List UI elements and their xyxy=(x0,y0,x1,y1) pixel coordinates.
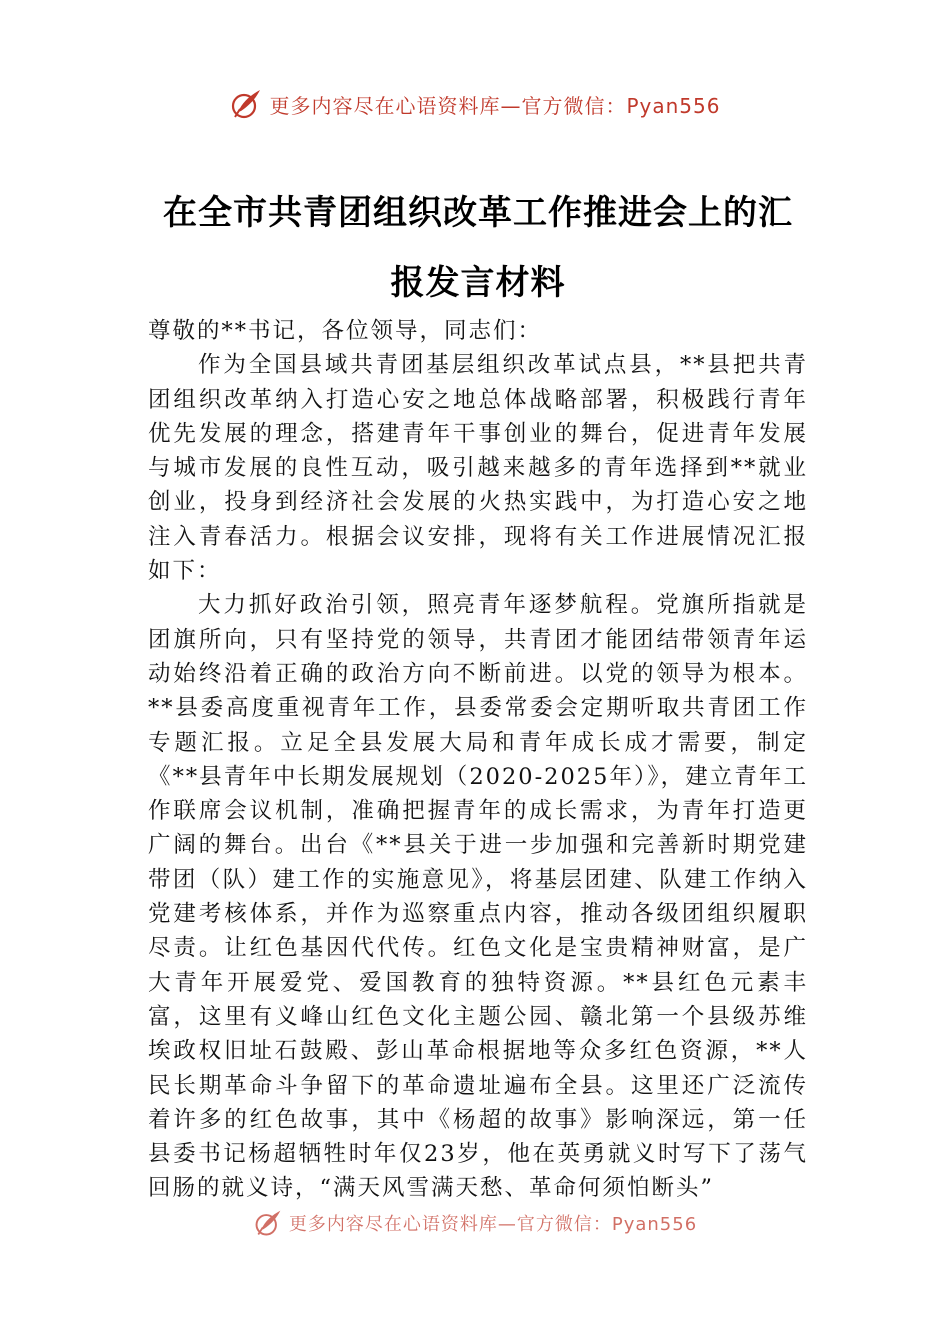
footer-watermark xyxy=(0,1206,950,1240)
document-title xyxy=(148,178,808,318)
quill-logo-icon xyxy=(229,87,263,121)
title-line-1: 在全市共青团组织改革工作推进会上的汇 xyxy=(163,193,793,233)
paragraph-intro: 作为全国县域共青团基层组织改革试点县，**县把共青团组织改革纳入打造心安之地总体战略部署，积极践行青年优先发展的理念，搭建青年干事创业的舞台，促进青年发展与城市发展的良性互动，吸引越来越多的青年选择到**就业创业，投身到经济社会发展的火热实践中，为打造心安之地注入青春活力。根据会议安排，现将有关工作进展情况汇报如下： xyxy=(148,352,808,585)
quill-logo-icon xyxy=(253,1208,283,1238)
header-watermark xyxy=(0,84,950,124)
salutation: 尊敬的**书记，各位领导，同志们： xyxy=(148,318,543,344)
title-line-2: 报发言材料 xyxy=(390,263,566,303)
header-watermark-text: 更多内容尽在心语资料库—官方微信：Pyan556 xyxy=(269,93,721,118)
document-body xyxy=(148,314,808,1206)
paragraph-political-guidance: 大力抓好政治引领，照亮青年逐梦航程。党旗所指就是团旗所向，只有坚持党的领导，共青团才能团结带领青年运动始终沿着正确的政治方向不断前进。以党的领导为根本。**县委高度重视青年工作，县委常委会定期听取共青团工作专题汇报。立足全县发展大局和青年成长成才需要，制定《**县青年中长期发展规划（2020-2025年）》，建立青年工作联席会议机制，准确把握青年的成长需求，为青年打造更广阔的舞台。出台《**县关于进一步加强和完善新时期党建带团（队）建工作的实施意见》，将基层团建、队建工作纳入党建考核体系，并作为巡察重点内容，推动各级团组织履职尽责。让红色基因代代传。红色文化是宝贵精神财富，是广大青年开展爱党、爱国教育的独特资源。**县红色元素丰富，这里有义峰山红色文化主题公园、赣北第一个县级苏维埃政权旧址石鼓殿、彭山革命根据地等众多红色资源，**人民长期革命斗争留下的革命遗址遍布全县。这里还广泛流传着许多的红色故事，其中《杨超的故事》影响深远，第一任县委书记杨超牺牲时年仅23岁，他在英勇就义时写下了荡气回肠的就义诗，“满天风雪满天愁、革命何须怕断头” xyxy=(148,592,808,1202)
footer-watermark-text: 更多内容尽在心语资料库—官方微信：Pyan556 xyxy=(288,1214,698,1235)
